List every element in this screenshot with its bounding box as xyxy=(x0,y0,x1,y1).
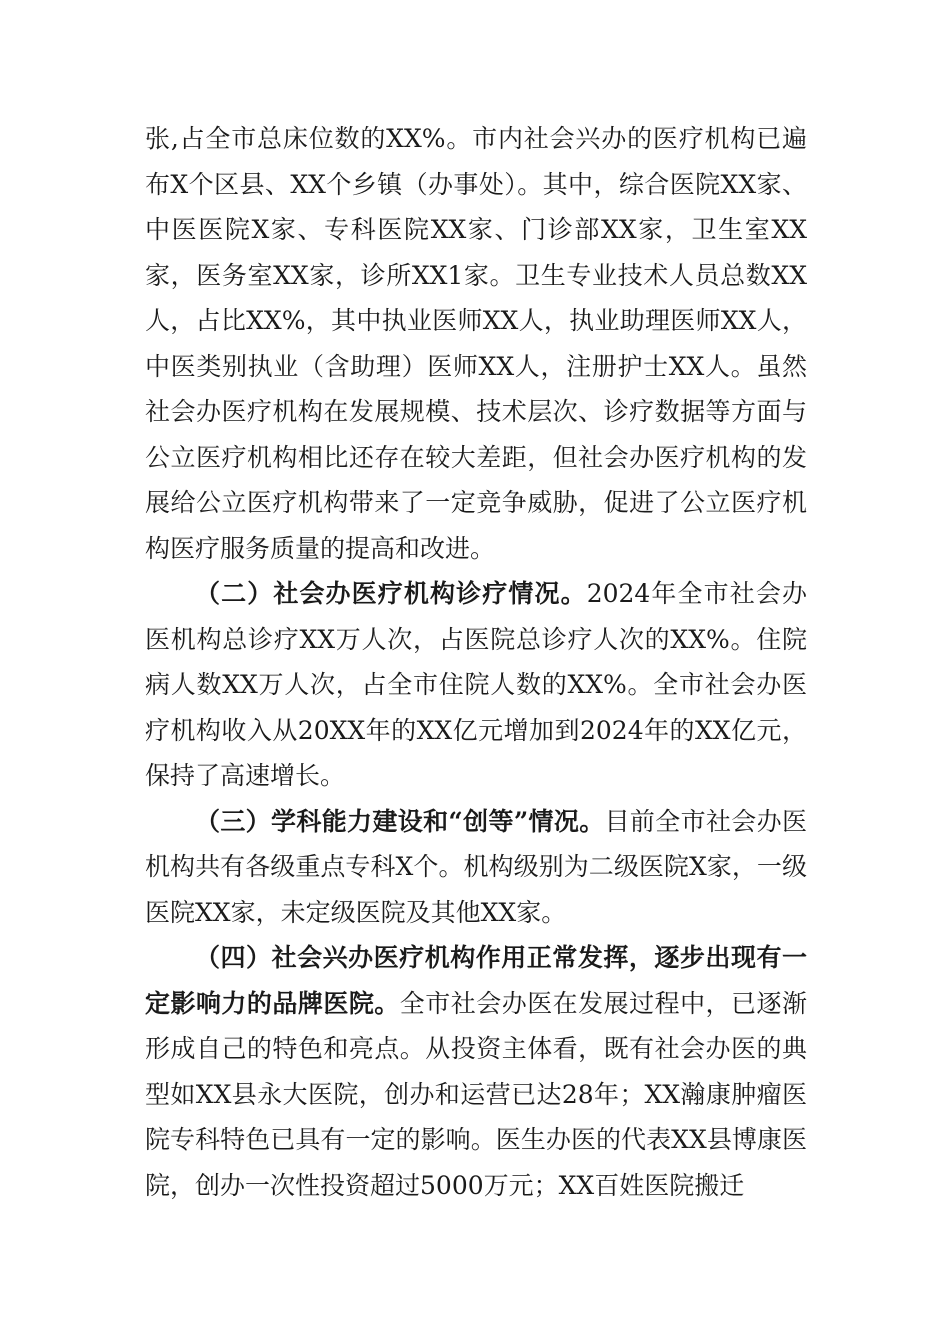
paragraph-4-text: 全市社会办医在发展过程中，已逐渐形成自己的特色和亮点。从投资主体看，既有社会办医的典型如XX县永大医院，创办和运营已达28年；XX瀚康肿瘤医院专科特色已具有一定的影响。医生办医的代表XX县博康医院，创办一次性投资超过5000万元；XX百姓医院搬迁 xyxy=(145,988,807,1200)
paragraph-3 xyxy=(145,799,807,936)
paragraph-4 xyxy=(145,935,807,1208)
paragraph-3-heading: （三）学科能力建设和“创等”情况。 xyxy=(195,806,605,836)
paragraph-3-text: 目前全市社会办医机构共有各级重点专科X个。机构级别为二级医院X家，一级医院XX家，未定级医院及其他XX家。 xyxy=(145,806,807,927)
paragraph-1-text: 张,占全市总床位数的XX%。市内社会兴办的医疗机构已遍布X个区县、XX个乡镇（办事处）。其中，综合医院XX家、中医医院X家、专科医院XX家、门诊部XX家，卫生室XX家，医务室XX家，诊所XX1家。卫生专业技术人员总数XX人，占比XX%，其中执业医师XX人，执业助理医师XX人，中医类别执业（含助理）医师XX人，注册护士XX人。虽然社会办医疗机构在发展规模、技术层次、诊疗数据等方面与公立医疗机构相比还存在较大差距，但社会办医疗机构的发展给公立医疗机构带来了一定竞争威胁，促进了公立医疗机构医疗服务质量的提高和改进。 xyxy=(145,124,807,563)
paragraph-2-text: 2024年全市社会办医机构总诊疗XX万人次，占医院总诊疗人次的XX%。住院病人数XX万人次，占全市住院人数的XX%。全市社会办医疗机构收入从20XX年的XX亿元增加到2024年的XX亿元，保持了高速增长。 xyxy=(145,579,807,790)
paragraph-4-heading: （四）社会兴办医疗机构作用正常发挥，逐步出现有一定影响力的品牌医院。 xyxy=(145,943,807,1018)
paragraph-2-heading: （二）社会办医疗机构诊疗情况。 xyxy=(195,579,587,608)
paragraph-1 xyxy=(145,116,807,571)
paragraph-2 xyxy=(145,571,807,799)
document-body xyxy=(145,116,807,1208)
